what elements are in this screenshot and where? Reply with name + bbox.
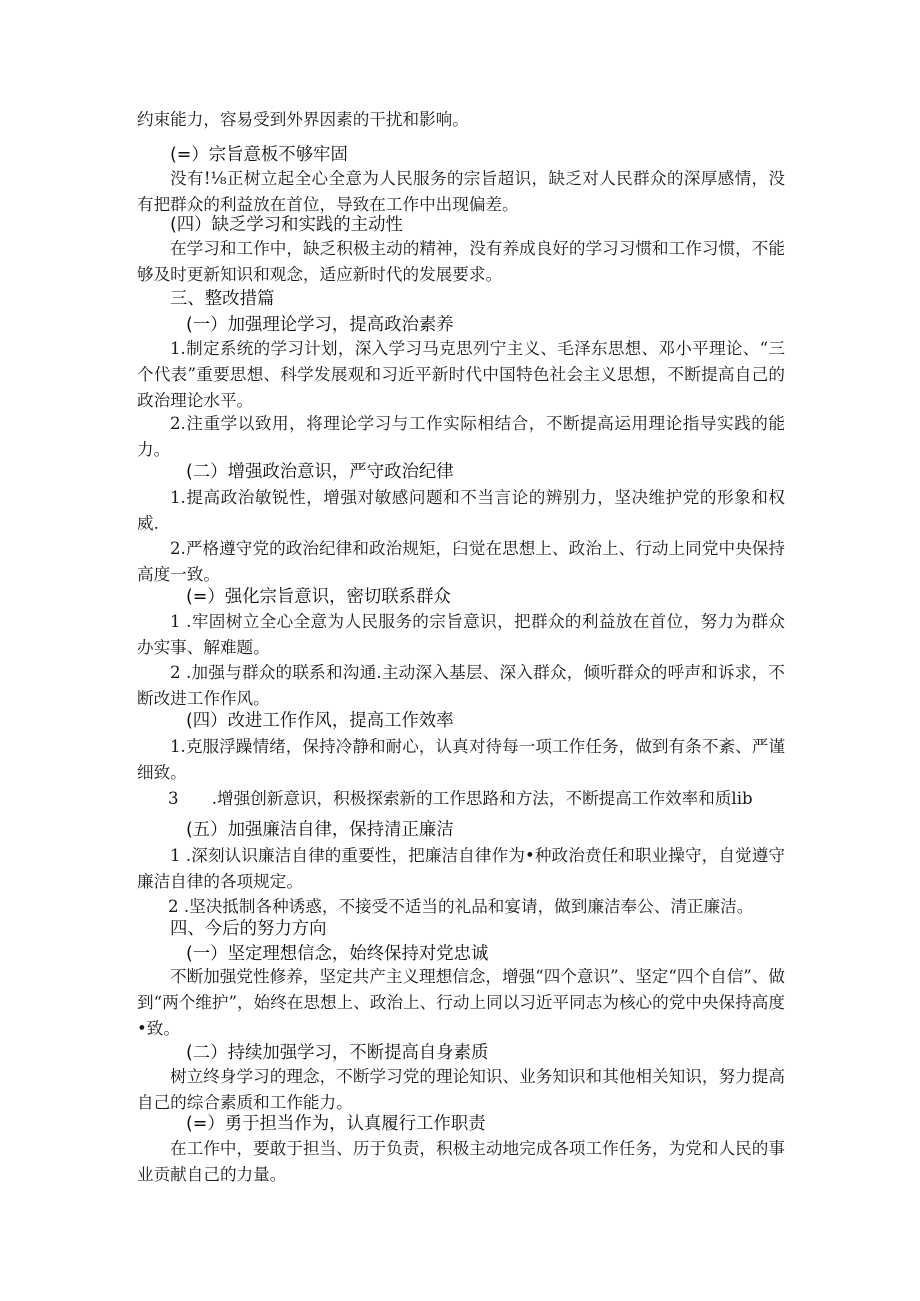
list-item: 2 .加强与群众的联系和沟通.主动深入基层、深入群众，倾听群众的呼声和诉求，不断改进工作作风。 <box>137 663 785 708</box>
subsection-heading: (四）缺乏学习和实践的主动性 <box>170 215 403 235</box>
subsection-heading: (=）宗旨意板不够牢固 <box>170 145 348 165</box>
list-item: 1.提高政治敏锐性，增强对敏感问题和不当言论的辨别力，坚决维护党的形象和权威. <box>137 488 785 533</box>
paragraph: 不断加强党性修养，坚定共产主义理想信念，增强“四个意识”、坚定“四个自信”、做到“两个维护”，始终在思想上、政治上、行动上同以习近平同志为核心的党中央保持高度•致。 <box>137 967 785 1038</box>
subsection-heading: (一）坚定理想信念，始终保持对党忠诚 <box>186 944 489 964</box>
subsection-heading: (五）加强廉洁自律，保持清正廉洁 <box>186 820 454 840</box>
list-item: 3 .增强创新意识，积极探索新的工作思路和方法，不断提高工作效率和质lib <box>168 789 753 808</box>
subsection-heading: (=）勇于担当作为，认真履行工作职责 <box>186 1114 486 1134</box>
subsection-heading: (=）强化宗旨意识，密切联系群众 <box>186 587 451 607</box>
list-item: 1 .牢固树立全心全意为人民服务的宗旨意识，把群众的利益放在首位，努力为群众办实事、解难题。 <box>137 612 785 657</box>
paragraph: 没有!⅛正树立起全心全意为人民服务的宗旨超识，缺乏对人民群众的深厚感情，没有把群众的利益放在首位，导致在工作中出现偏差。 <box>137 169 785 214</box>
paragraph: 在工作中，要敢于担当、历于负责，积极主动地完成各项工作任务，为党和人民的事业贡献自己的力量。 <box>137 1139 785 1184</box>
paragraph: 在学习和工作中，缺乏积极主动的精神，没有养成良好的学习习惯和工作习惯，不能够及时更新知识和观念，适应新时代的发展要求。 <box>137 239 785 284</box>
list-item: 1.克服浮躁情绪，保持冷静和耐心，认真对待每一项工作任务，做到有条不紊、严谨细致。 <box>137 737 785 782</box>
subsection-heading: (二）持续加强学习，不断提高自身素质 <box>186 1043 489 1063</box>
subsection-heading: (四）改进工作作风，提高工作效率 <box>186 711 454 731</box>
list-item: 1 .深刻认识廉洁自律的重要性，把廉洁自律作为•种政治贲任和职业操守，自觉遵守廉洁自律的各项规定。 <box>137 846 785 891</box>
list-item: 2.严格遵守党的政治纪律和政治规矩，臼觉在思想上、政治上、行动上同党中央保持高度一致。 <box>137 539 785 584</box>
subsection-heading: (二）增强政治意识，严守政治纪律 <box>186 462 454 482</box>
list-item: 2 .坚决抵制各种诱惑，不接受不适当的礼品和宴请，做到廉洁奉公、清正廉洁。 <box>168 897 754 916</box>
subsection-heading: (一）加强理论学习，提高政治素养 <box>186 315 454 335</box>
section-heading: 三、整改措篇 <box>170 289 275 309</box>
list-item: 2.注重学以致用，将理论学习与工作实际相结合，不断提高运用理论指导实践的能力。 <box>137 414 785 459</box>
paragraph-continuation: 约束能力，容易受到外界因素的干扰和影响。 <box>137 110 469 129</box>
list-item: 1.制定系统的学习计划，深入学习马克思列宁主义、毛泽东思想、邓小平理论、“三个代表”重要思想、科学发展观和习近平新时代中国特色社会主义思想，不断提高自己的政治理论水平。 <box>137 339 785 410</box>
section-heading: 四、今后的努力方向 <box>170 919 327 939</box>
paragraph: 树立终身学习的理念，不断学习党的理论知识、业务知识和其他相关知识，努力提高自己的综合素质和工作能力。 <box>137 1067 785 1112</box>
